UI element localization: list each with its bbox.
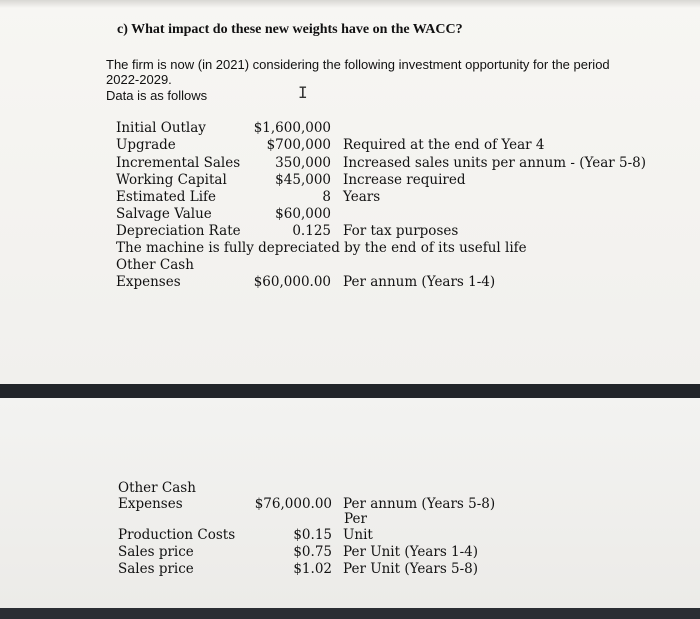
- row-note: Increase required: [343, 172, 466, 188]
- full-depreciation-note: The machine is fully depreciated by the end of its useful life: [116, 240, 527, 256]
- row-label: Working Capital: [116, 172, 227, 188]
- row-note: Per Unit (Years 5-8): [343, 561, 479, 577]
- row-value: $0.75: [293, 544, 332, 560]
- row-value: $60,000: [275, 206, 331, 222]
- row-label: Other Cash: [118, 480, 196, 496]
- row-value: $1,600,000: [253, 120, 331, 136]
- row-note: Per Unit (Years 1-4): [343, 544, 479, 560]
- row-value: $76,000.00: [254, 496, 332, 512]
- row-value: 8: [322, 189, 331, 205]
- intro-line-1: The firm is now (in 2021) considering the following investment opportunity for the period: [106, 57, 610, 72]
- row-label: Production Costs: [118, 527, 236, 543]
- row-value: $60,000.00: [253, 274, 331, 290]
- row-value: $1.02: [293, 561, 332, 577]
- row-label: Sales price: [118, 544, 194, 560]
- desk-edge: [0, 608, 700, 619]
- intro-line-3: Data is as follows: [106, 88, 208, 103]
- row-label: Depreciation Rate: [116, 223, 241, 239]
- row-value: 350,000: [275, 155, 331, 171]
- question-heading: c) What impact do these new weights have on the WACC?: [117, 22, 463, 37]
- intro-line-2: 2022-2029.: [106, 72, 172, 87]
- row-value: $700,000: [266, 137, 331, 153]
- row-note: Per annum (Years 5-8): [343, 496, 496, 512]
- row-label: Salvage Value: [116, 206, 212, 222]
- row-note: Increased sales units per annum - (Year 5-8): [343, 155, 647, 171]
- row-label: Incremental Sales: [116, 155, 241, 171]
- row-note: Required at the end of Year 4: [343, 137, 545, 153]
- row-note: Unit: [343, 527, 373, 543]
- row-value: 0.125: [292, 223, 331, 239]
- row-label: Sales price: [118, 561, 194, 577]
- text-cursor-icon: I: [298, 83, 308, 102]
- row-note: For tax purposes: [343, 223, 459, 239]
- row-label: Upgrade: [116, 137, 176, 153]
- row-note: Per annum (Years 1-4): [343, 274, 496, 290]
- row-note: Years: [343, 189, 381, 205]
- page-divider: [0, 384, 700, 398]
- row-note: Per: [344, 511, 367, 527]
- row-label: Expenses: [118, 496, 183, 512]
- row-label: Other Cash: [116, 257, 194, 273]
- row-label: Estimated Life: [116, 189, 216, 205]
- row-label: Initial Outlay: [116, 120, 206, 136]
- document-page-bottom: [0, 398, 700, 608]
- row-label: Expenses: [116, 274, 181, 290]
- page-top-shadow: [0, 0, 700, 8]
- row-value: $45,000: [275, 172, 331, 188]
- row-value: $0.15: [293, 527, 332, 543]
